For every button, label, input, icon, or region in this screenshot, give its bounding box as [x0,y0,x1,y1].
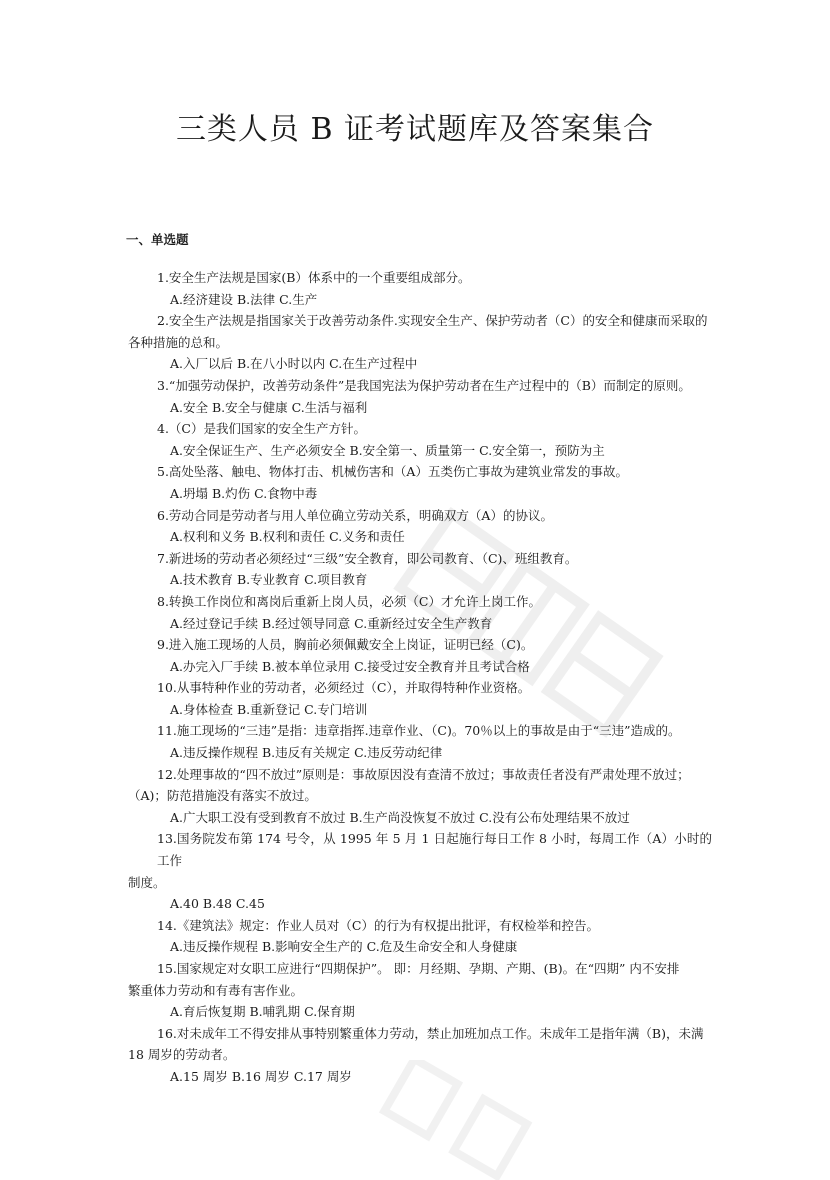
question-text: 13.国务院发布第 174 号令，从 1995 年 5 月 1 日起施行每日工作 8 小时，每周工作（A）小时的工作 [157,831,712,869]
question-text-continuation: 繁重体力劳动和有毒有害作业。 [128,982,304,998]
question-item [128,310,712,353]
question-text: 8.转换工作岗位和离岗后重新上岗人员，必须（C）才允许上岗工作。 [157,593,541,609]
answer-options: A.违反操作规程 B.违反有关规定 C.违反劳动纪律 [170,745,443,761]
answer-options: A.入厂以后 B.在八小时以内 C.在生产过程中 [170,356,418,372]
question-item [128,764,712,807]
section-heading: 一、单选题 [126,232,189,247]
question-text-continuation: 18 周岁的劳动者。 [128,1047,236,1063]
answer-options: A.身体检查 B.重新登记 C.专门培训 [170,701,368,717]
question-text: 11.施工现场的“三违”是指：违章指挥.违章作业、（C)。70％以上的事故是由于“三违”造成的。 [157,723,681,739]
answer-options: A.安全 B.安全与健康 C.生活与福利 [170,399,368,415]
question-item [157,720,712,742]
question-item [157,505,712,527]
question-item [157,677,712,699]
answer-options: A.15 周岁 B.16 周岁 C.17 周岁 [170,1068,352,1084]
answer-options: A.广大职工没有受到教育不放过 B.生产尚没恢复不放过 C.没有公布处理结果不放过 [170,809,630,825]
question-item [157,591,712,613]
question-text-continuation: 制度。 [128,874,166,890]
question-text: 12.处理事故的“四不放过”原则是：事故原因没有查清不放过；事故责任者没有严肃处理不放过； [157,766,690,782]
question-text-continuation: （A)；防范措施没有落实不放过。 [128,788,317,804]
question-item [128,828,712,893]
question-text: 4.（C）是我们国家的安全生产方针。 [157,421,366,437]
question-text: 10.从事特种作业的劳动者，必须经过（C），并取得特种作业资格。 [157,680,531,696]
question-list [128,267,712,1088]
question-text: 2.安全生产法规是指国家关于改善劳动条件.实现安全生产、保护劳动者（C）的安全和健康而采取的 [157,313,708,329]
question-item [157,461,712,483]
question-text: 15.国家规定对女职工应进行“四期保护”。 即：月经期、孕期、产期、(B)。在“四期” 内不安排 [157,961,680,976]
question-item [157,375,712,397]
answer-options: A.经过登记手续 B.经过领导同意 C.重新经过安全生产教育 [170,615,493,631]
answer-options: A.40 B.48 C.45 [170,896,265,912]
question-text: 7.新进场的劳动者必须经过“三级”安全教育，即公司教育、（C)、班组教育。 [157,550,578,566]
answer-options: A.办完入厂手续 B.被本单位录用 C.接受过安全教育并且考试合格 [170,658,530,674]
answer-options: A.经济建设 B.法律 C.生产 [170,291,318,307]
document-title: 三类人员 B 证考试题库及答案集合 [175,112,655,147]
question-item [128,958,712,1001]
question-item [157,634,712,656]
question-item [157,267,712,289]
answer-options: A.违反操作规程 B.影响安全生产的 C.危及生命安全和人身健康 [170,939,518,955]
question-text: 5.高处坠落、触电、物体打击、机械伤害和（A）五类伤亡事故为建筑业常发的事故。 [157,464,628,480]
question-text: 1.安全生产法规是国家(B）体系中的一个重要组成部分。 [157,270,471,285]
question-item [157,548,712,570]
question-text: 14.《建筑法》规定：作业人员对（C）的行为有权提出批评，有权检举和控告。 [157,917,599,933]
question-text-continuation: 各种措施的总和。 [128,334,229,350]
answer-options: A.安全保证生产、生产必须安全 B.安全第一、质量第一 C.安全第一，预防为主 [170,442,605,458]
answer-options: A.育后恢复期 B.哺乳期 C.保育期 [170,1004,355,1020]
answer-options: A.技术教育 B.专业教育 C.项目教育 [170,572,368,588]
question-text: 16.对未成年工不得安排从事特别繁重体力劳动，禁止加班加点工作。未成年工是指年满（B)，未满 [157,1025,704,1041]
answer-options: A.权利和义务 B.权利和责任 C.义务和责任 [170,529,405,545]
question-item [157,915,712,937]
question-item [157,418,712,440]
question-text: 9.进入施工现场的人员，胸前必须佩戴安全上岗证，证明已经（C)。 [157,637,534,653]
question-text: 6.劳动合同是劳动者与用人单位确立劳动关系，明确双方（A）的协议。 [157,507,553,523]
question-text: 3.“加强劳动保护，改善劳动条件”是我国宪法为保护劳动者在生产过程中的（B）而制定的原则。 [157,377,691,393]
answer-options: A.坍塌 B.灼伤 C.食物中毒 [170,485,318,501]
question-item [128,1023,712,1066]
